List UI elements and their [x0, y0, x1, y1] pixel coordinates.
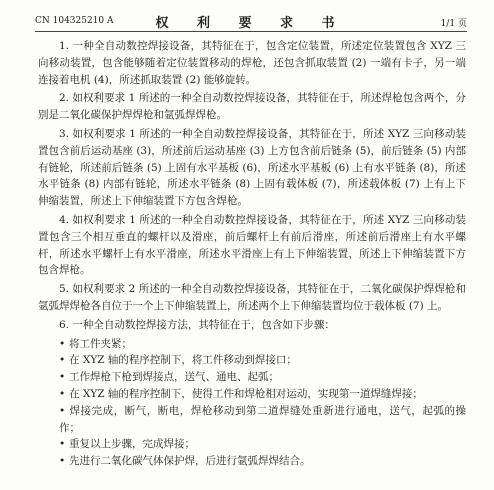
method-step	[38, 453, 466, 470]
step-text: 重复以上步骤，完成焊接；	[69, 438, 195, 451]
claim-3: 3. 如权利要求 1 所述的一种全自动数控焊接设备，其特征在于，所述 XYZ 三向移动装置包含前后运动基座 (3)，所述前后运动基座 (3) 上方包含前后链条 (5)，前后链条 (5) 内部有链轮，所述前后链条 (5) 上固有水平基板 (6)，所述水平基板 (6) 上有水平链条 (8)，所述水平链条 (8) 内部有链轮，所述水平链条 (8) 上固有载体板 (7)，所述载体板 (7) 上有上下伸缩装置，所述上下伸缩装置下方包含焊枪。	[38, 127, 466, 208]
method-step	[38, 336, 466, 353]
claim-6: 6. 一种全自动数控焊接方法，其特征在于，包含如下步骤：	[59, 318, 335, 331]
page-header	[35, 11, 467, 31]
method-step	[38, 352, 466, 369]
step-text: 先进行二氧化碳气体保护焊，后进行氩弧焊焊结合。	[69, 455, 311, 468]
bullet-mark: •	[59, 455, 66, 468]
claim-1: 1. 一种全自动数控焊接设备，其特征在于，包含定位装置，所述定位装置包含 XYZ 三向移动装置，包含能够随着定位装置移动的焊枪，还包含抓取装置 (2) 一端有卡子，另一端连接着电机 (4)，所述抓取装置 (2) 能够旋转。	[38, 40, 466, 86]
claim-2: 2. 如权利要求 1 所述的一种全自动数控焊接设备，其特征在于，所述焊枪包含两个，分别是二氧化碳保护焊焊枪和氩弧焊焊枪。	[38, 92, 466, 122]
bullet-mark: •	[59, 404, 66, 417]
step-text: 在 XYZ 轴的程序控制下，将工件移动到焊接口；	[69, 354, 297, 367]
step-text: 将工件夹紧；	[69, 337, 132, 350]
step-text: 在 XYZ 轴的程序控制下，使得工件和焊枪相对运动，实现第一道焊缝焊接；	[69, 387, 423, 400]
step-text: 焊接完成，断气，断电，焊枪移动到第二道焊缝处重新进行通电，送气，起弧的操作；	[59, 404, 466, 434]
method-step	[38, 369, 466, 386]
bullet-mark: •	[59, 438, 66, 451]
bullet-mark: •	[59, 387, 66, 400]
header-rule	[35, 31, 467, 32]
step-text: 工作焊枪下枪到焊接点，送气、通电、起弧；	[69, 371, 279, 384]
page-number: 1/1 页	[440, 19, 467, 29]
method-step	[38, 436, 466, 453]
method-step	[38, 403, 466, 437]
bullet-mark: •	[59, 371, 66, 384]
publication-number: CN 104325210 A	[35, 16, 114, 26]
claim-4: 4. 如权利要求 1 所述的一种全自动数控焊接设备，其特征在于，所述 XYZ 三向移动装置包含三个相互垂直的螺杆以及滑座，前后螺杆上有前后滑座，所述前后滑座上有水平螺杆，所述水平螺杆上有水平滑座，所述水平滑座上有上下伸缩装置，所述上下伸缩装置下方包含焊枪。	[38, 213, 466, 277]
method-steps	[38, 336, 466, 470]
claims-body	[38, 38, 466, 470]
bullet-mark: •	[59, 337, 66, 350]
claim-5: 5. 如权利要求 2 所述的一种全自动数控焊接设备，其特征在于，二氧化碳保护焊焊枪和氩弧焊焊枪各自位于一个上下伸缩装置上，所述两个上下伸缩装置均位于载体板 (7) 上。	[38, 283, 466, 312]
document-title: 权 利 要 求 书	[155, 16, 347, 31]
bullet-mark: •	[59, 354, 66, 367]
method-step	[38, 386, 466, 403]
